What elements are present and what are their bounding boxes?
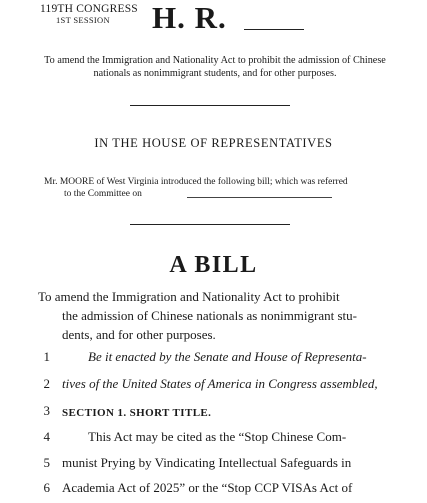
divider-rule bbox=[130, 224, 290, 225]
committee-blank bbox=[187, 197, 332, 198]
line-text: munist Prying by Vindicating Intellectual Safeguards in bbox=[62, 455, 352, 470]
line-text: Academia Act of 2025” or the “Stop CCP VISAs Act of bbox=[62, 480, 353, 495]
bill-number-blank bbox=[244, 29, 304, 30]
line-text: This Act may be cited as the “Stop Chinese Com- bbox=[88, 429, 347, 444]
main-purpose-line-1: To amend the Immigration and Nationality Act to prohibit bbox=[38, 289, 340, 304]
bill-heading: A BILL bbox=[169, 252, 258, 278]
line-number: 4 bbox=[43, 429, 50, 444]
introduction-line-1: Mr. MOORE of West Virginia introduced the following bill; which was referred bbox=[44, 177, 348, 187]
introduction-line-2: to the Committee on bbox=[64, 189, 142, 199]
line-number: 3 bbox=[43, 403, 50, 418]
body-line bbox=[0, 454, 427, 478]
body-line bbox=[0, 348, 427, 372]
body-line bbox=[0, 479, 427, 503]
line-text: tives of the United States of America in Congress assembled, bbox=[62, 376, 378, 391]
line-number: 2 bbox=[43, 376, 50, 391]
line-text: Be it enacted by the Senate and House of Representa- bbox=[88, 349, 367, 364]
main-purpose bbox=[38, 287, 388, 344]
line-number: 5 bbox=[43, 455, 50, 470]
congress-number: 119TH CONGRESS bbox=[40, 3, 138, 15]
section-heading: SECTION 1. SHORT TITLE. bbox=[62, 407, 212, 419]
chamber-heading: IN THE HOUSE OF REPRESENTATIVES bbox=[94, 136, 333, 150]
main-purpose-line-3: dents, and for other purposes. bbox=[62, 327, 216, 342]
short-purpose: To amend the Immigration and Nationality Act to prohibit the admission of Chinese nationals as nonimmigrant students, and for other purposes. bbox=[44, 55, 386, 79]
divider-rule bbox=[130, 105, 290, 106]
line-number: 1 bbox=[43, 349, 50, 364]
line-number: 6 bbox=[43, 480, 50, 495]
body-line bbox=[0, 428, 427, 452]
session-number: 1ST SESSION bbox=[56, 15, 110, 25]
body-line bbox=[0, 402, 427, 426]
bill-prefix: H. R. bbox=[152, 0, 227, 35]
main-purpose-line-2: the admission of Chinese nationals as nonimmigrant stu- bbox=[62, 308, 357, 323]
body-line bbox=[0, 375, 427, 399]
